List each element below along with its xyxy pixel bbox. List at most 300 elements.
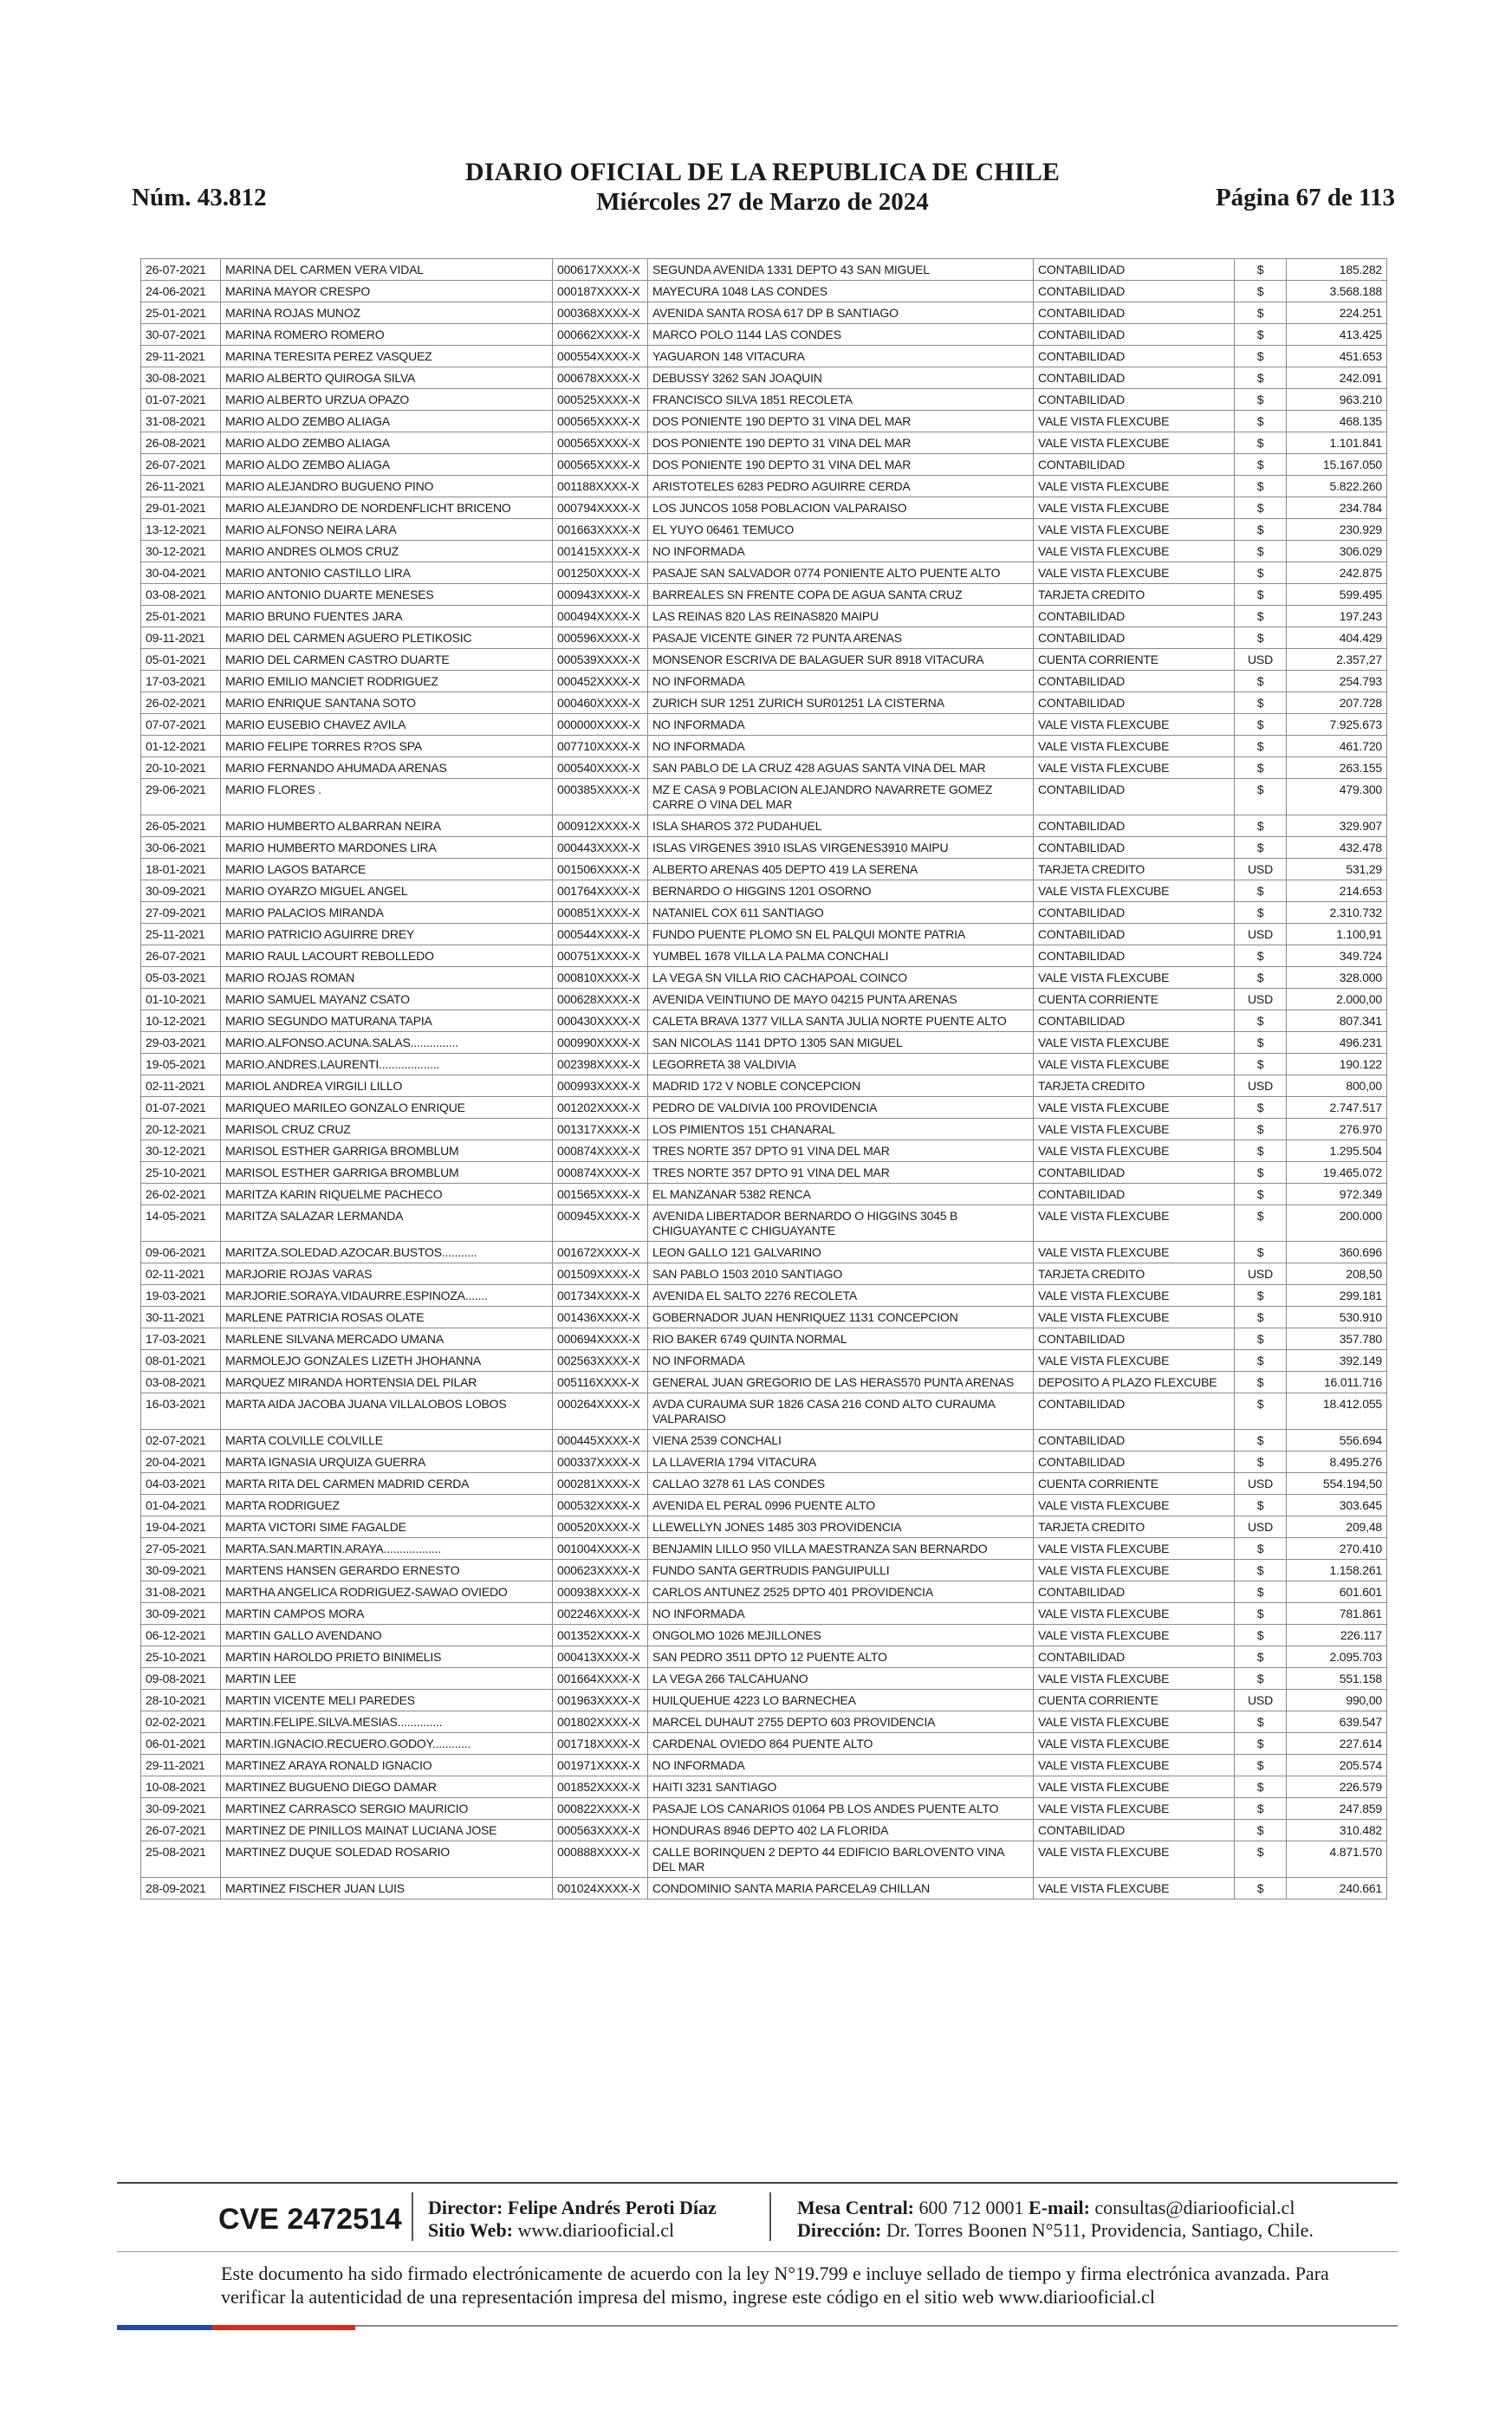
- table-row: [141, 989, 1387, 1010]
- currency-cell: $: [1235, 627, 1287, 649]
- currency-cell: $: [1235, 1733, 1287, 1755]
- rut-cell: 002398XXXX-X: [553, 1054, 648, 1075]
- rut-cell: 001188XXXX-X: [553, 476, 648, 497]
- flag-red-stripe: [212, 2325, 355, 2330]
- product-cell: VALE VISTA FLEXCUBE: [1034, 1205, 1235, 1242]
- name-cell: MARTA IGNASIA URQUIZA GUERRA: [221, 1451, 553, 1473]
- currency-cell: $: [1235, 779, 1287, 815]
- address-cell: DOS PONIENTE 190 DEPTO 31 VINA DEL MAR: [648, 454, 1034, 476]
- rut-cell: 000540XXXX-X: [553, 757, 648, 779]
- address-cell: RIO BAKER 6749 QUINTA NORMAL: [648, 1328, 1034, 1350]
- address-cell: CARDENAL OVIEDO 864 PUENTE ALTO: [648, 1733, 1034, 1755]
- rut-cell: 001509XXXX-X: [553, 1263, 648, 1285]
- amount-cell: 4.871.570: [1287, 1841, 1387, 1878]
- date-cell: 08-01-2021: [141, 1350, 221, 1372]
- amount-cell: 224.251: [1287, 302, 1387, 324]
- name-cell: MARIO ALBERTO QUIROGA SILVA: [221, 367, 553, 389]
- rut-cell: 000945XXXX-X: [553, 1205, 648, 1242]
- product-cell: CONTABILIDAD: [1034, 302, 1235, 324]
- amount-cell: 413.425: [1287, 324, 1387, 346]
- table-row: [141, 1473, 1387, 1495]
- rut-cell: 000337XXXX-X: [553, 1451, 648, 1473]
- date-cell: 20-10-2021: [141, 757, 221, 779]
- currency-cell: $: [1235, 1119, 1287, 1140]
- rut-cell: 000460XXXX-X: [553, 692, 648, 714]
- rut-cell: 001506XXXX-X: [553, 859, 648, 880]
- amount-cell: 270.410: [1287, 1538, 1387, 1560]
- address-cell: AVENIDA EL SALTO 2276 RECOLETA: [648, 1285, 1034, 1307]
- date-cell: 05-03-2021: [141, 967, 221, 989]
- date-cell: 01-07-2021: [141, 389, 221, 411]
- table-row: [141, 476, 1387, 497]
- table-row: [141, 1285, 1387, 1307]
- address-cell: MARCEL DUHAUT 2755 DEPTO 603 PROVIDENCIA: [648, 1711, 1034, 1733]
- date-cell: 30-06-2021: [141, 837, 221, 859]
- name-cell: MARJORIE ROJAS VARAS: [221, 1263, 553, 1285]
- rut-cell: 000938XXXX-X: [553, 1581, 648, 1603]
- name-cell: MARIO ALEJANDRO DE NORDENFLICHT BRICENO: [221, 497, 553, 519]
- date-cell: 19-04-2021: [141, 1516, 221, 1538]
- amount-cell: 349.724: [1287, 945, 1387, 967]
- name-cell: MARTIN GALLO AVENDANO: [221, 1625, 553, 1646]
- name-cell: MARTENS HANSEN GERARDO ERNESTO: [221, 1560, 553, 1581]
- date-cell: 20-04-2021: [141, 1451, 221, 1473]
- amount-cell: 531,29: [1287, 859, 1387, 880]
- web-link[interactable]: www.diariooficial.cl: [517, 2219, 675, 2241]
- name-cell: MARJORIE.SORAYA.VIDAURRE.ESPINOZA.......: [221, 1285, 553, 1307]
- amount-cell: 468.135: [1287, 411, 1387, 432]
- product-cell: CONTABILIDAD: [1034, 1393, 1235, 1430]
- amount-cell: 5.822.260: [1287, 476, 1387, 497]
- rut-cell: 000678XXXX-X: [553, 367, 648, 389]
- table-row: [141, 454, 1387, 476]
- gazette-masthead: [130, 158, 1395, 217]
- address-cell: MZ E CASA 9 POBLACION ALEJANDRO NAVARRETE GOMEZ CARRE O VINA DEL MAR: [648, 779, 1034, 815]
- footer-separator: [412, 2192, 413, 2241]
- table-row: [141, 859, 1387, 880]
- address-cell: HUILQUEHUE 4223 LO BARNECHEA: [648, 1690, 1034, 1711]
- product-cell: CONTABILIDAD: [1034, 1820, 1235, 1841]
- rut-cell: 000822XXXX-X: [553, 1798, 648, 1820]
- rut-cell: 001852XXXX-X: [553, 1776, 648, 1798]
- product-cell: CONTABILIDAD: [1034, 389, 1235, 411]
- name-cell: MARTINEZ FISCHER JUAN LUIS: [221, 1878, 553, 1899]
- web-label: Sitio Web:: [428, 2219, 514, 2241]
- product-cell: DEPOSITO A PLAZO FLEXCUBE: [1034, 1372, 1235, 1393]
- rut-cell: 001734XXXX-X: [553, 1285, 648, 1307]
- rut-cell: 000368XXXX-X: [553, 302, 648, 324]
- product-cell: VALE VISTA FLEXCUBE: [1034, 476, 1235, 497]
- product-cell: CONTABILIDAD: [1034, 1010, 1235, 1032]
- table-row: [141, 1184, 1387, 1205]
- date-cell: 26-08-2021: [141, 432, 221, 454]
- currency-cell: $: [1235, 1451, 1287, 1473]
- name-cell: MARIO ANDRES OLMOS CRUZ: [221, 541, 553, 562]
- name-cell: MARTA VICTORI SIME FAGALDE: [221, 1516, 553, 1538]
- contact-block: [797, 2197, 1314, 2242]
- amount-cell: 599.495: [1287, 584, 1387, 606]
- director-block: [428, 2197, 717, 2242]
- address-cell: LEON GALLO 121 GALVARINO: [648, 1242, 1034, 1263]
- date-cell: 24-06-2021: [141, 281, 221, 302]
- date-cell: 30-07-2021: [141, 324, 221, 346]
- date-cell: 30-09-2021: [141, 880, 221, 902]
- date-cell: 13-12-2021: [141, 519, 221, 541]
- product-cell: CONTABILIDAD: [1034, 367, 1235, 389]
- currency-cell: $: [1235, 1032, 1287, 1054]
- amount-cell: 551.158: [1287, 1668, 1387, 1690]
- name-cell: MARIO FELIPE TORRES R?OS SPA: [221, 736, 553, 757]
- currency-cell: $: [1235, 346, 1287, 367]
- footer-top-rule: [117, 2182, 1398, 2184]
- address-cell: SAN NICOLAS 1141 DPTO 1305 SAN MIGUEL: [648, 1032, 1034, 1054]
- footer-separator: [769, 2192, 771, 2241]
- date-cell: 20-12-2021: [141, 1119, 221, 1140]
- currency-cell: $: [1235, 1711, 1287, 1733]
- currency-cell: $: [1235, 1538, 1287, 1560]
- currency-cell: $: [1235, 1603, 1287, 1625]
- currency-cell: $: [1235, 1140, 1287, 1162]
- address-cell: NO INFORMADA: [648, 736, 1034, 757]
- amount-cell: 479.300: [1287, 779, 1387, 815]
- name-cell: MARISOL CRUZ CRUZ: [221, 1119, 553, 1140]
- currency-cell: $: [1235, 945, 1287, 967]
- name-cell: MARIO OYARZO MIGUEL ANGEL: [221, 880, 553, 902]
- product-cell: VALE VISTA FLEXCUBE: [1034, 1733, 1235, 1755]
- rut-cell: 000544XXXX-X: [553, 924, 648, 945]
- amount-cell: 404.429: [1287, 627, 1387, 649]
- product-cell: CONTABILIDAD: [1034, 346, 1235, 367]
- address-cell: PASAJE VICENTE GINER 72 PUNTA ARENAS: [648, 627, 1034, 649]
- currency-cell: $: [1235, 1646, 1287, 1668]
- rut-cell: 000628XXXX-X: [553, 989, 648, 1010]
- date-cell: 25-10-2021: [141, 1162, 221, 1184]
- name-cell: MARTA COLVILLE COLVILLE: [221, 1430, 553, 1451]
- rut-cell: 000539XXXX-X: [553, 649, 648, 671]
- address-cell: NATANIEL COX 611 SANTIAGO: [648, 902, 1034, 924]
- rut-cell: 000264XXXX-X: [553, 1393, 648, 1430]
- date-cell: 25-10-2021: [141, 1646, 221, 1668]
- address-cell: PASAJE SAN SALVADOR 0774 PONIENTE ALTO PUENTE ALTO: [648, 562, 1034, 584]
- date-cell: 02-11-2021: [141, 1075, 221, 1097]
- rut-cell: 001963XXXX-X: [553, 1690, 648, 1711]
- amount-cell: 227.614: [1287, 1733, 1387, 1755]
- product-cell: CONTABILIDAD: [1034, 627, 1235, 649]
- rut-cell: 000751XXXX-X: [553, 945, 648, 967]
- currency-cell: $: [1235, 541, 1287, 562]
- currency-cell: $: [1235, 1776, 1287, 1798]
- records-table-container: [140, 258, 1386, 1899]
- address-cell: ZURICH SUR 1251 ZURICH SUR01251 LA CISTERNA: [648, 692, 1034, 714]
- rut-cell: 001436XXXX-X: [553, 1307, 648, 1328]
- address-cell: CARLOS ANTUNEZ 2525 DPTO 401 PROVIDENCIA: [648, 1581, 1034, 1603]
- table-row: [141, 432, 1387, 454]
- date-cell: 18-01-2021: [141, 859, 221, 880]
- rut-cell: 000943XXXX-X: [553, 584, 648, 606]
- name-cell: MARISOL ESTHER GARRIGA BROMBLUM: [221, 1140, 553, 1162]
- address-cell: NO INFORMADA: [648, 1350, 1034, 1372]
- currency-cell: USD: [1235, 1075, 1287, 1097]
- table-row: [141, 1242, 1387, 1263]
- table-row: [141, 389, 1387, 411]
- date-cell: 31-08-2021: [141, 411, 221, 432]
- amount-cell: 200.000: [1287, 1205, 1387, 1242]
- date-cell: 30-11-2021: [141, 1307, 221, 1328]
- date-cell: 30-08-2021: [141, 367, 221, 389]
- product-cell: CONTABILIDAD: [1034, 815, 1235, 837]
- name-cell: MARINA TERESITA PEREZ VASQUEZ: [221, 346, 553, 367]
- table-row: [141, 945, 1387, 967]
- product-cell: VALE VISTA FLEXCUBE: [1034, 519, 1235, 541]
- rut-cell: 001971XXXX-X: [553, 1755, 648, 1776]
- amount-cell: 8.495.276: [1287, 1451, 1387, 1473]
- date-cell: 01-04-2021: [141, 1495, 221, 1516]
- name-cell: MARIOL ANDREA VIRGILI LILLO: [221, 1075, 553, 1097]
- amount-cell: 432.478: [1287, 837, 1387, 859]
- currency-cell: $: [1235, 1372, 1287, 1393]
- rut-cell: 001663XXXX-X: [553, 519, 648, 541]
- table-row: [141, 779, 1387, 815]
- date-cell: 26-02-2021: [141, 692, 221, 714]
- currency-cell: $: [1235, 1393, 1287, 1430]
- rut-cell: 000494XXXX-X: [553, 606, 648, 627]
- rut-cell: 000413XXXX-X: [553, 1646, 648, 1668]
- amount-cell: 242.875: [1287, 562, 1387, 584]
- address-cell: LEGORRETA 38 VALDIVIA: [648, 1054, 1034, 1075]
- product-cell: CONTABILIDAD: [1034, 259, 1235, 281]
- table-row: [141, 1162, 1387, 1184]
- address-cell: LAS REINAS 820 LAS REINAS820 MAIPU: [648, 606, 1034, 627]
- product-cell: VALE VISTA FLEXCUBE: [1034, 1285, 1235, 1307]
- chile-flag-stripe: [117, 2325, 355, 2330]
- product-cell: VALE VISTA FLEXCUBE: [1034, 1140, 1235, 1162]
- date-cell: 02-02-2021: [141, 1711, 221, 1733]
- product-cell: TARJETA CREDITO: [1034, 859, 1235, 880]
- product-cell: CONTABILIDAD: [1034, 1184, 1235, 1205]
- rut-cell: 001352XXXX-X: [553, 1625, 648, 1646]
- rut-cell: 001664XXXX-X: [553, 1668, 648, 1690]
- name-cell: MARTINEZ CARRASCO SERGIO MAURICIO: [221, 1798, 553, 1820]
- date-cell: 02-07-2021: [141, 1430, 221, 1451]
- date-cell: 14-05-2021: [141, 1205, 221, 1242]
- date-cell: 01-10-2021: [141, 989, 221, 1010]
- address-cell: DOS PONIENTE 190 DEPTO 31 VINA DEL MAR: [648, 411, 1034, 432]
- table-row: [141, 497, 1387, 519]
- currency-cell: $: [1235, 1820, 1287, 1841]
- table-row: [141, 1430, 1387, 1451]
- amount-cell: 209,48: [1287, 1516, 1387, 1538]
- amount-cell: 190.122: [1287, 1054, 1387, 1075]
- address-cell: LOS JUNCOS 1058 POBLACION VALPARAISO: [648, 497, 1034, 519]
- address-cell: AVENIDA SANTA ROSA 617 DP B SANTIAGO: [648, 302, 1034, 324]
- table-row: [141, 519, 1387, 541]
- amount-cell: 214.653: [1287, 880, 1387, 902]
- currency-cell: $: [1235, 1285, 1287, 1307]
- date-cell: 30-09-2021: [141, 1560, 221, 1581]
- name-cell: MARIO DEL CARMEN AGUERO PLETIKOSIC: [221, 627, 553, 649]
- table-row: [141, 1205, 1387, 1242]
- address-cell: HAITI 3231 SANTIAGO: [648, 1776, 1034, 1798]
- date-cell: 04-03-2021: [141, 1473, 221, 1495]
- address-cell: TRES NORTE 357 DPTO 91 VINA DEL MAR: [648, 1162, 1034, 1184]
- rut-cell: 000554XXXX-X: [553, 346, 648, 367]
- signature-notice: Este documento ha sido firmado electrónicamente de acuerdo con la ley N°19.799 e incluye sellado de tiempo y firma electrónica avanzada. Para verificar la autenticidad de una representación impresa del mismo, ingrese este código en el sitio web www.diariooficial.cl: [221, 2263, 1329, 2308]
- product-cell: CONTABILIDAD: [1034, 606, 1235, 627]
- name-cell: MARTINEZ ARAYA RONALD IGNACIO: [221, 1755, 553, 1776]
- table-row: [141, 649, 1387, 671]
- rut-cell: 000000XXXX-X: [553, 714, 648, 736]
- rut-cell: 001024XXXX-X: [553, 1878, 648, 1899]
- product-cell: CONTABILIDAD: [1034, 1646, 1235, 1668]
- product-cell: CONTABILIDAD: [1034, 454, 1235, 476]
- product-cell: CONTABILIDAD: [1034, 924, 1235, 945]
- name-cell: MARIO.ALFONSO.ACUNA.SALAS...............: [221, 1032, 553, 1054]
- rut-cell: 000874XXXX-X: [553, 1162, 648, 1184]
- rut-cell: 001565XXXX-X: [553, 1184, 648, 1205]
- name-cell: MARLENE SILVANA MERCADO UMANA: [221, 1328, 553, 1350]
- currency-cell: USD: [1235, 859, 1287, 880]
- table-row: [141, 902, 1387, 924]
- amount-cell: 800,00: [1287, 1075, 1387, 1097]
- name-cell: MARTHA ANGELICA RODRIGUEZ-SAWAO OVIEDO: [221, 1581, 553, 1603]
- product-cell: VALE VISTA FLEXCUBE: [1034, 1032, 1235, 1054]
- table-row: [141, 1755, 1387, 1776]
- product-cell: VALE VISTA FLEXCUBE: [1034, 1119, 1235, 1140]
- currency-cell: $: [1235, 714, 1287, 736]
- product-cell: VALE VISTA FLEXCUBE: [1034, 736, 1235, 757]
- mesa-label: Mesa Central:: [797, 2197, 915, 2218]
- address-cell: FRANCISCO SILVA 1851 RECOLETA: [648, 389, 1034, 411]
- rut-cell: 000525XXXX-X: [553, 389, 648, 411]
- date-cell: 30-09-2021: [141, 1603, 221, 1625]
- currency-cell: $: [1235, 967, 1287, 989]
- date-cell: 29-11-2021: [141, 346, 221, 367]
- amount-cell: 3.568.188: [1287, 281, 1387, 302]
- cve-code: CVE 2472514: [218, 2203, 402, 2236]
- table-row: [141, 1119, 1387, 1140]
- address-cell: LA LLAVERIA 1794 VITACURA: [648, 1451, 1034, 1473]
- rut-cell: 000443XXXX-X: [553, 837, 648, 859]
- product-cell: VALE VISTA FLEXCUBE: [1034, 1097, 1235, 1119]
- currency-cell: $: [1235, 736, 1287, 757]
- table-row: [141, 302, 1387, 324]
- currency-cell: USD: [1235, 1690, 1287, 1711]
- product-cell: VALE VISTA FLEXCUBE: [1034, 541, 1235, 562]
- amount-cell: 329.907: [1287, 815, 1387, 837]
- currency-cell: $: [1235, 411, 1287, 432]
- amount-cell: 234.784: [1287, 497, 1387, 519]
- table-row: [141, 281, 1387, 302]
- table-row: [141, 1646, 1387, 1668]
- name-cell: MARTIN HAROLDO PRIETO BINIMELIS: [221, 1646, 553, 1668]
- amount-cell: 185.282: [1287, 259, 1387, 281]
- name-cell: MARTA.SAN.MARTIN.ARAYA..................: [221, 1538, 553, 1560]
- currency-cell: USD: [1235, 1263, 1287, 1285]
- address-cell: DOS PONIENTE 190 DEPTO 31 VINA DEL MAR: [648, 432, 1034, 454]
- date-cell: 25-01-2021: [141, 302, 221, 324]
- date-cell: 30-09-2021: [141, 1798, 221, 1820]
- table-row: [141, 1516, 1387, 1538]
- address-label: Dirección:: [797, 2219, 882, 2241]
- date-cell: 26-05-2021: [141, 815, 221, 837]
- rut-cell: 001802XXXX-X: [553, 1711, 648, 1733]
- amount-cell: 357.780: [1287, 1328, 1387, 1350]
- product-cell: TARJETA CREDITO: [1034, 1516, 1235, 1538]
- amount-cell: 276.970: [1287, 1119, 1387, 1140]
- name-cell: MARIO ALEJANDRO BUGUENO PINO: [221, 476, 553, 497]
- currency-cell: $: [1235, 1668, 1287, 1690]
- date-cell: 09-08-2021: [141, 1668, 221, 1690]
- name-cell: MARTIN.FELIPE.SILVA.MESIAS..............: [221, 1711, 553, 1733]
- amount-cell: 226.579: [1287, 1776, 1387, 1798]
- address-cell: TRES NORTE 357 DPTO 91 VINA DEL MAR: [648, 1140, 1034, 1162]
- address-cell: SAN PEDRO 3511 DPTO 12 PUENTE ALTO: [648, 1646, 1034, 1668]
- amount-cell: 328.000: [1287, 967, 1387, 989]
- product-cell: VALE VISTA FLEXCUBE: [1034, 1755, 1235, 1776]
- address-cell: ISLA SHAROS 372 PUDAHUEL: [648, 815, 1034, 837]
- table-row: [141, 1776, 1387, 1798]
- date-cell: 26-02-2021: [141, 1184, 221, 1205]
- amount-cell: 451.653: [1287, 346, 1387, 367]
- product-cell: VALE VISTA FLEXCUBE: [1034, 1625, 1235, 1646]
- name-cell: MARIO PATRICIO AGUIRRE DREY: [221, 924, 553, 945]
- date-cell: 26-07-2021: [141, 259, 221, 281]
- address-cell: LOS PIMIENTOS 151 CHANARAL: [648, 1119, 1034, 1140]
- amount-cell: 254.793: [1287, 671, 1387, 692]
- amount-cell: 360.696: [1287, 1242, 1387, 1263]
- table-row: [141, 606, 1387, 627]
- name-cell: MARTIN LEE: [221, 1668, 553, 1690]
- rut-cell: 000623XXXX-X: [553, 1560, 648, 1581]
- name-cell: MARINA DEL CARMEN VERA VIDAL: [221, 259, 553, 281]
- product-cell: CONTABILIDAD: [1034, 902, 1235, 924]
- name-cell: MARIO SAMUEL MAYANZ CSATO: [221, 989, 553, 1010]
- table-row: [141, 541, 1387, 562]
- date-cell: 01-07-2021: [141, 1097, 221, 1119]
- amount-cell: 299.181: [1287, 1285, 1387, 1307]
- amount-cell: 639.547: [1287, 1711, 1387, 1733]
- product-cell: VALE VISTA FLEXCUBE: [1034, 1603, 1235, 1625]
- name-cell: MARIQUEO MARILEO GONZALO ENRIQUE: [221, 1097, 553, 1119]
- name-cell: MARIO.ANDRES.LAURENTI...................: [221, 1054, 553, 1075]
- gazette-title: DIARIO OFICIAL DE LA REPUBLICA DE CHILE: [464, 158, 1061, 186]
- records-table-body: [141, 259, 1387, 1899]
- table-row: [141, 837, 1387, 859]
- table-row: [141, 1798, 1387, 1820]
- product-cell: VALE VISTA FLEXCUBE: [1034, 411, 1235, 432]
- rut-cell: 001718XXXX-X: [553, 1733, 648, 1755]
- name-cell: MARTA RITA DEL CARMEN MADRID CERDA: [221, 1473, 553, 1495]
- date-cell: 27-09-2021: [141, 902, 221, 924]
- date-cell: 25-11-2021: [141, 924, 221, 945]
- table-row: [141, 1451, 1387, 1473]
- rut-cell: 005116XXXX-X: [553, 1372, 648, 1393]
- currency-cell: $: [1235, 367, 1287, 389]
- rut-cell: 000888XXXX-X: [553, 1841, 648, 1878]
- currency-cell: $: [1235, 259, 1287, 281]
- date-cell: 29-01-2021: [141, 497, 221, 519]
- amount-cell: 303.645: [1287, 1495, 1387, 1516]
- name-cell: MARIO ALFONSO NEIRA LARA: [221, 519, 553, 541]
- currency-cell: $: [1235, 1205, 1287, 1242]
- table-row: [141, 1560, 1387, 1581]
- rut-cell: 000874XXXX-X: [553, 1140, 648, 1162]
- table-row: [141, 411, 1387, 432]
- product-cell: VALE VISTA FLEXCUBE: [1034, 1711, 1235, 1733]
- name-cell: MARIO HUMBERTO ALBARRAN NEIRA: [221, 815, 553, 837]
- currency-cell: $: [1235, 1010, 1287, 1032]
- email-link[interactable]: consultas@diariooficial.cl: [1094, 2197, 1295, 2218]
